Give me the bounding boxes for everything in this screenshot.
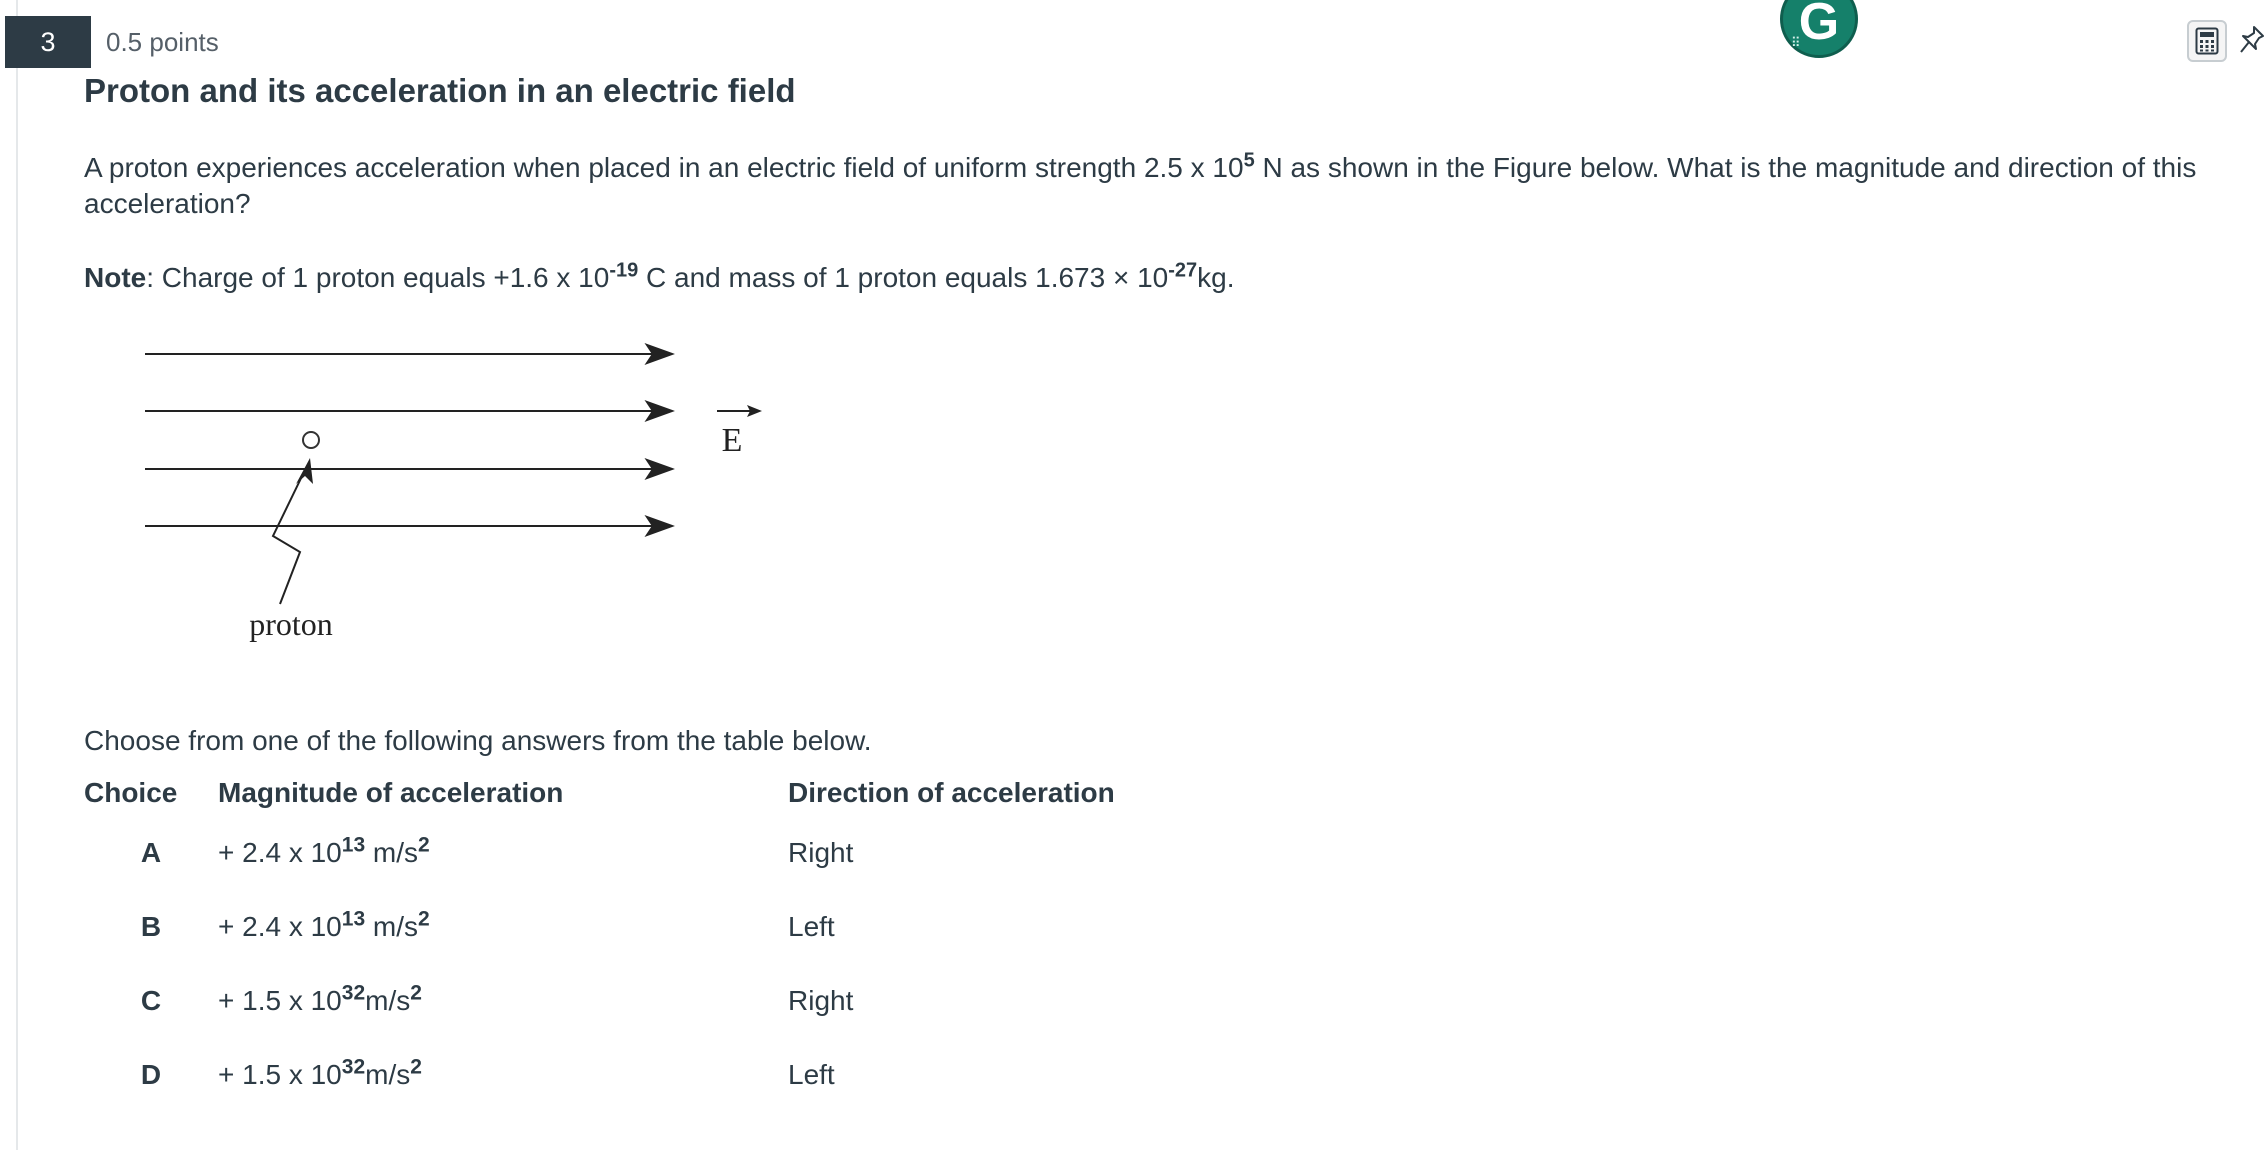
unit-exponent: 2 (410, 981, 422, 1005)
magnitude-exponent: 32 (341, 981, 366, 1005)
magnitude-base: + 2.4 x 10 (218, 911, 342, 942)
prompt-exponent: 5 (1243, 149, 1255, 172)
calculator-icon (2195, 27, 2219, 55)
magnitude-unit: m/s (365, 837, 419, 868)
note-text-3: kg. (1197, 262, 1235, 293)
magnitude-base: + 2.4 x 10 (218, 837, 342, 868)
table-row (84, 890, 1188, 964)
unit-exponent: 2 (410, 1055, 422, 1079)
electric-field-figure (135, 330, 775, 660)
question-number: 3 (40, 26, 56, 57)
question-title: Proton and its acceleration in an electric field (84, 72, 796, 109)
magnitude-cell (218, 1038, 788, 1112)
magnitude-exponent: 13 (341, 833, 366, 857)
proton-pointer-arrow (273, 470, 305, 604)
prompt-text-2: N as shown in the Figure below. What is the magnitude and direction of this acceleration? (84, 152, 2197, 219)
proton-pointer-arrowhead (296, 458, 313, 484)
calculator-button[interactable] (2187, 20, 2227, 62)
field-diagram (135, 330, 775, 660)
choice-letter: B (140, 911, 162, 942)
note-label: Note (84, 262, 147, 293)
question-prompt (84, 150, 2234, 222)
choice-letter: D (140, 1059, 162, 1090)
field-vector-arrow (717, 405, 762, 417)
magnitude-cell (218, 964, 788, 1038)
grammarly-button[interactable] (1780, 0, 1858, 58)
direction-cell: Right (788, 837, 854, 868)
unit-exponent: 2 (418, 907, 430, 931)
magnitude-unit: m/s (365, 1059, 411, 1090)
table-header-row (84, 770, 1188, 816)
table-row (84, 1038, 1188, 1112)
question-points: 0.5 points (106, 27, 219, 57)
note-text-1: : Charge of 1 proton equals +1.6 x 10 (146, 262, 610, 293)
question-note (84, 260, 1235, 296)
header-choice: Choice (84, 777, 178, 808)
magnitude-base: + 1.5 x 10 (218, 985, 342, 1016)
magnitude-unit: m/s (365, 911, 419, 942)
choice-letter: C (140, 985, 162, 1016)
magnitude-cell (218, 816, 788, 890)
pin-button[interactable] (2236, 20, 2268, 60)
proton-label: proton (249, 606, 333, 642)
grammarly-g-icon: G (1798, 0, 1840, 51)
magnitude-cell (218, 890, 788, 964)
answer-table (84, 770, 1188, 1112)
choice-letter: A (140, 837, 162, 868)
unit-exponent: 2 (418, 833, 430, 857)
magnitude-exponent: 32 (341, 1055, 366, 1079)
direction-cell: Right (788, 985, 854, 1016)
question-number-badge (5, 16, 91, 68)
choose-instruction: Choose from one of the following answers from the table below. (84, 725, 872, 756)
note-exponent-mass: -27 (1168, 259, 1198, 282)
note-exponent-charge: -19 (609, 259, 639, 282)
proton-particle (303, 432, 319, 448)
direction-cell: Left (788, 1059, 835, 1090)
pin-icon (2238, 24, 2266, 56)
field-label: E (721, 422, 743, 459)
header-magnitude: Magnitude of acceleration (218, 777, 564, 808)
direction-cell: Left (788, 911, 835, 942)
table-row (84, 816, 1188, 890)
prompt-text-1: A proton experiences acceleration when placed in an electric field of uniform strength 2.5 x 10 (84, 152, 1244, 183)
note-text-2: C and mass of 1 proton equals 1.673 × 10 (638, 262, 1169, 293)
magnitude-exponent: 13 (341, 907, 366, 931)
header-direction: Direction of acceleration (788, 777, 1115, 808)
left-border (16, 0, 18, 1150)
drag-handle-icon[interactable]: ⠿ (1791, 35, 1801, 50)
table-row (84, 964, 1188, 1038)
magnitude-unit: m/s (365, 985, 411, 1016)
magnitude-base: + 1.5 x 10 (218, 1059, 342, 1090)
